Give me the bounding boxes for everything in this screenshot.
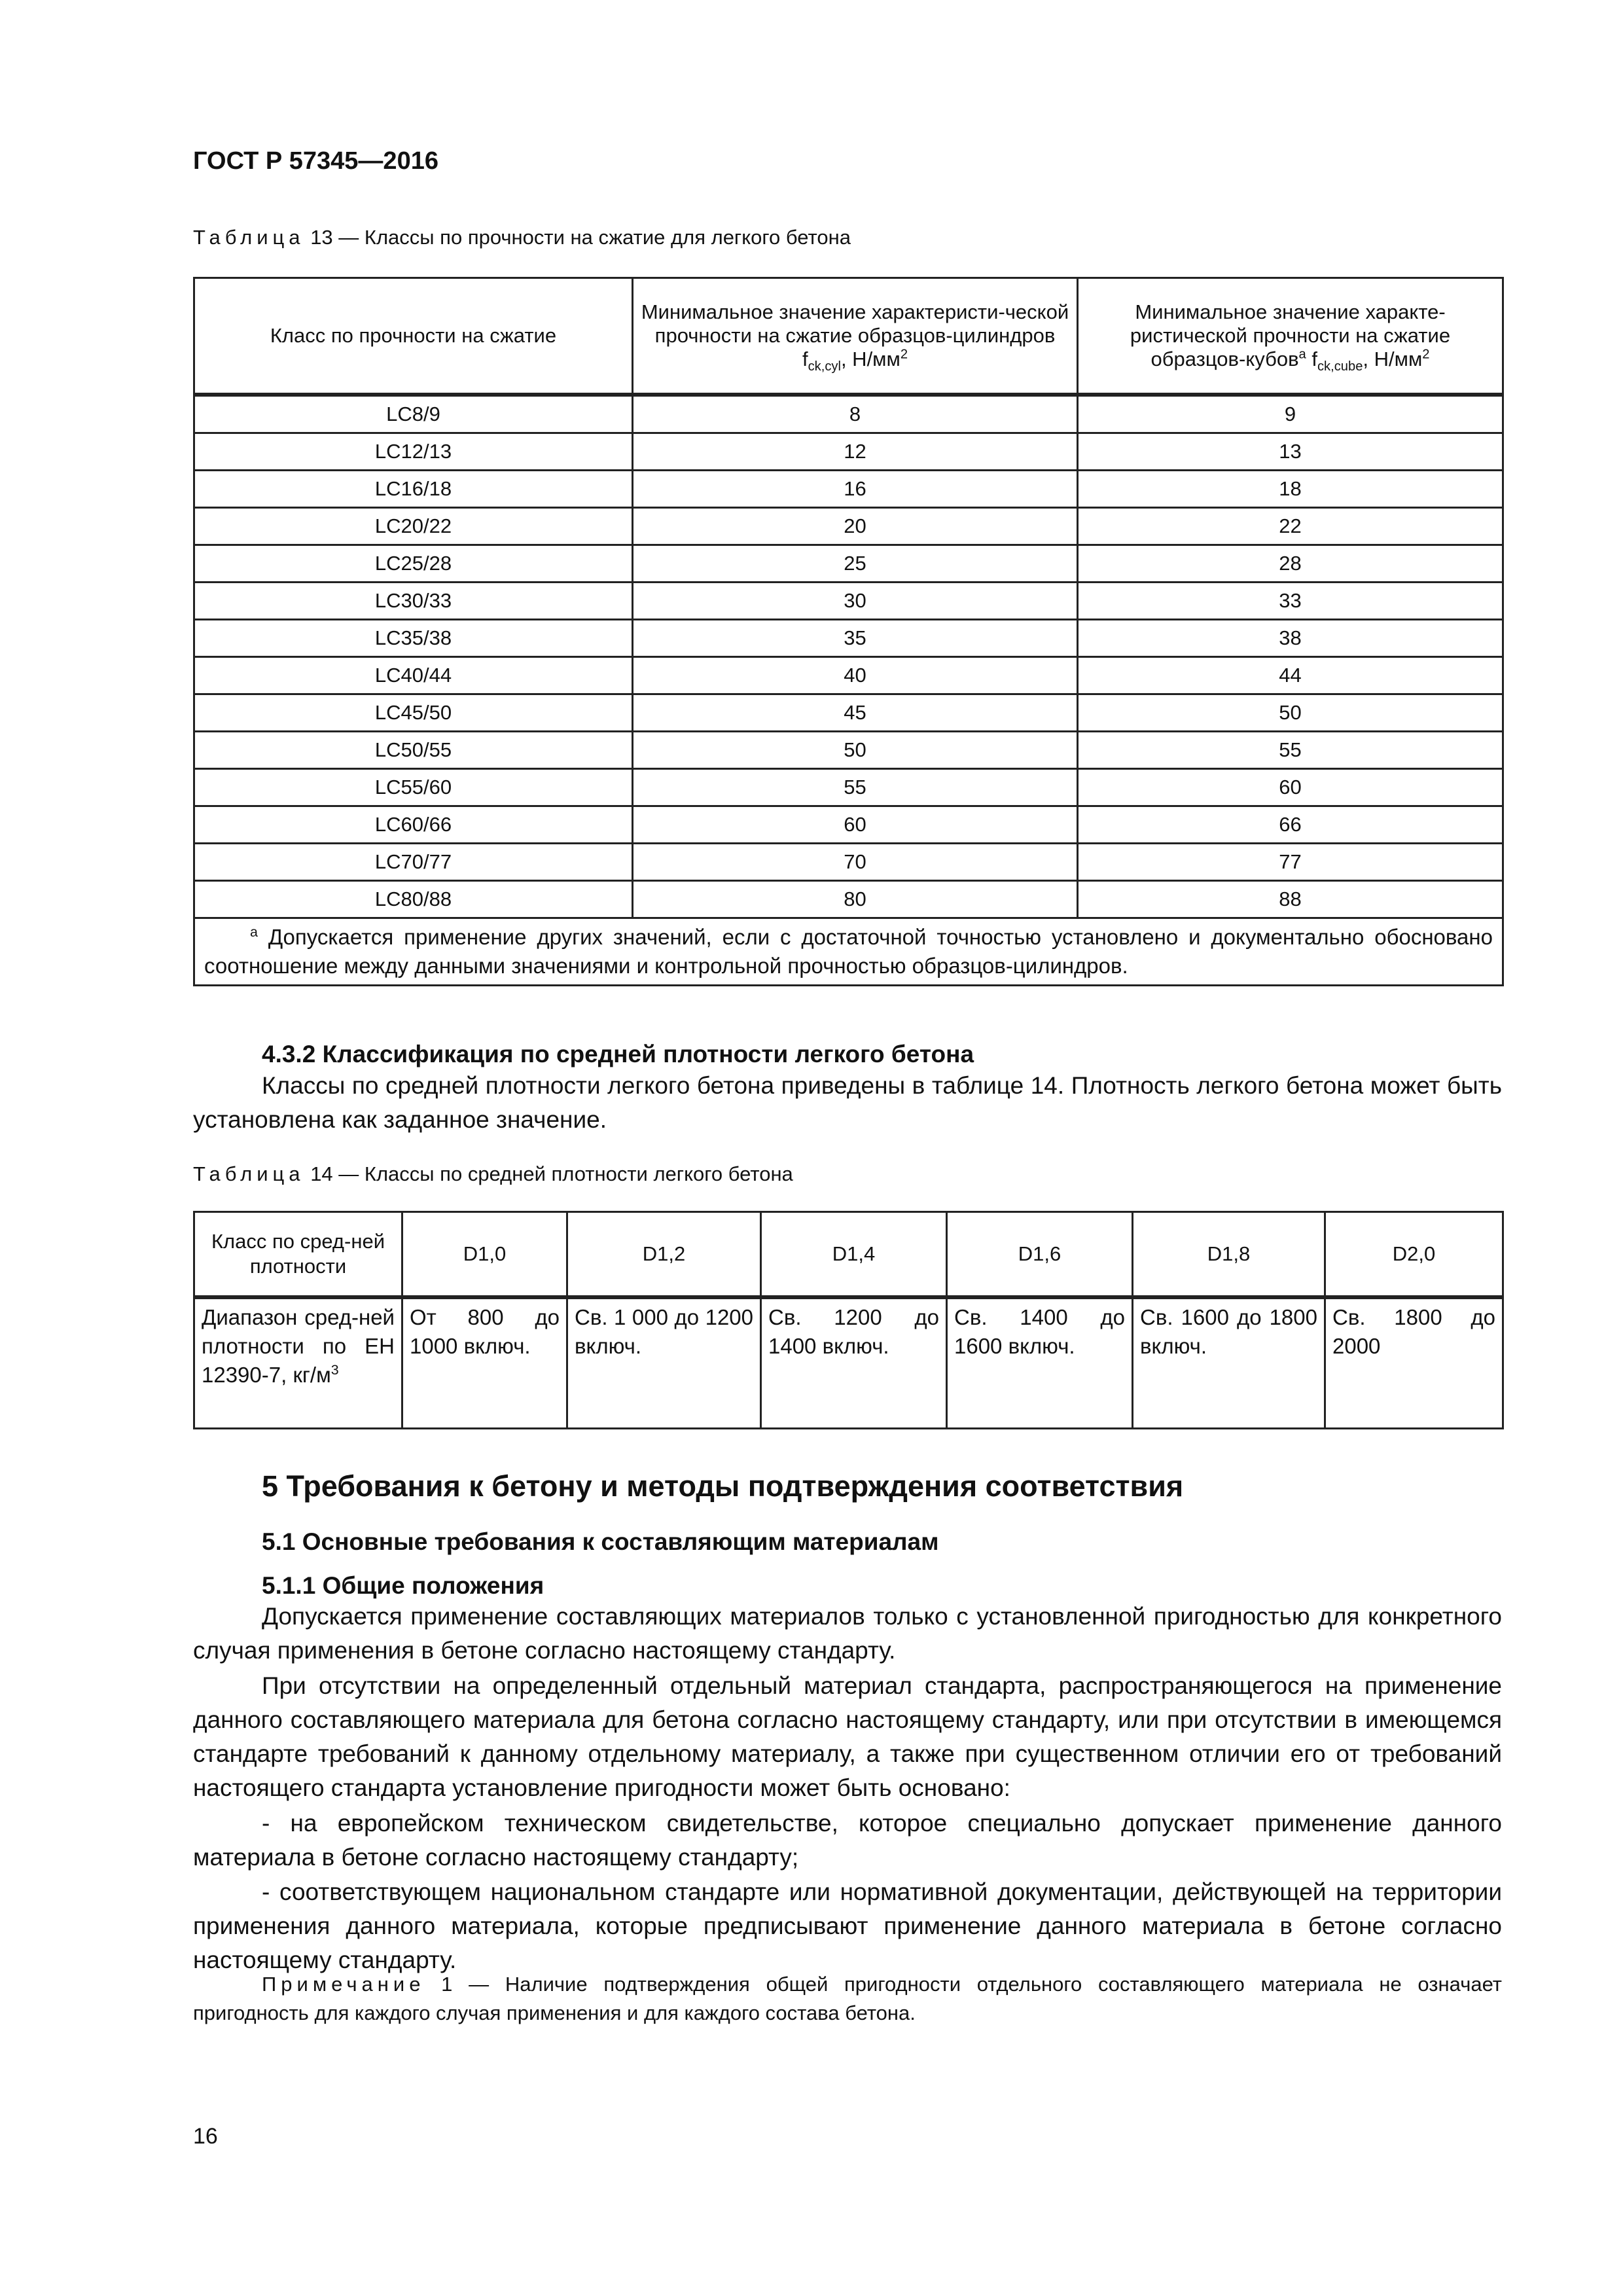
cube-value-cell: 22 (1078, 508, 1503, 545)
table-14-caption (193, 1162, 793, 1186)
class-cell: LC25/28 (194, 545, 633, 583)
table-row (194, 1297, 1503, 1429)
table-13 (193, 277, 1504, 986)
density-range-cell: От 800 до 1000 включ. (402, 1297, 567, 1429)
cylinder-value-cell: 16 (633, 471, 1078, 508)
section-heading-5: 5 Требования к бетону и методы подтверждения соответствия (262, 1469, 1184, 1503)
cube-value-cell: 38 (1078, 620, 1503, 657)
class-cell: LC60/66 (194, 806, 633, 844)
caption-label: Таблица (193, 1162, 305, 1185)
cylinder-value-cell: 55 (633, 769, 1078, 806)
class-cell: LC8/9 (194, 395, 633, 433)
caption-label: Таблица (193, 226, 305, 249)
table-14 (193, 1211, 1504, 1429)
cylinder-value-cell: 60 (633, 806, 1078, 844)
header-density-col: D1,6 (947, 1212, 1133, 1298)
class-cell: LC35/38 (194, 620, 633, 657)
header-density-col: D1,0 (402, 1212, 567, 1298)
table-row (194, 732, 1503, 769)
section-heading-5-1: 5.1 Основные требования к составляющим материалам (262, 1528, 939, 1555)
header-cylinder: Минимальное значение характеристи-ческой прочности на сжатие образцов-цилиндров $f_{ck,cyl}$, $Н/мм^2$ (633, 278, 1078, 395)
section-heading-4-3-2: 4.3.2 Классификация по средней плотности легкого бетона (262, 1041, 974, 1067)
class-cell: LC55/60 (194, 769, 633, 806)
cylinder-value-cell: 80 (633, 881, 1078, 918)
cube-value-cell: 88 (1078, 881, 1503, 918)
cube-value-cell: 13 (1078, 433, 1503, 471)
density-range-cell: Св. 1200 до 1400 включ. (761, 1297, 947, 1429)
cylinder-value-cell: 45 (633, 694, 1078, 732)
header-density-col: D2,0 (1325, 1212, 1503, 1298)
header-cube: Минимальное значение характе-ристической прочности на сжатие образцов-кубов$^a$ $f_{ck,cube}$, $Н/мм^2$ (1078, 278, 1503, 395)
table-13-caption (193, 226, 851, 249)
cylinder-value-cell: 40 (633, 657, 1078, 694)
table-row (194, 769, 1503, 806)
class-cell: LC30/33 (194, 583, 633, 620)
density-range-cell: Св. 1800 до 2000 (1325, 1297, 1503, 1429)
table-row (194, 583, 1503, 620)
class-cell: LC40/44 (194, 657, 633, 694)
class-cell: LC12/13 (194, 433, 633, 471)
cylinder-value-cell: 25 (633, 545, 1078, 583)
table-row (194, 844, 1503, 881)
paragraph: При отсутствии на определенный отдельный материал стандарта, распространяющегося на применение данного составляющего материала для бетона согласно настоящему стандарту, или при отсутствии в имеющемся стандарте требований к данному отдельному материалу, а также при существенном отличии его от требований настоящего стандарта установление пригодности может быть основано: (193, 1672, 1502, 1801)
class-cell: LC45/50 (194, 694, 633, 732)
table-row (194, 657, 1503, 694)
density-range-cell: Св. 1600 до 1800 включ. (1133, 1297, 1325, 1429)
density-range-cell: Св. 1 000 до 1200 включ. (567, 1297, 761, 1429)
cylinder-value-cell: 50 (633, 732, 1078, 769)
class-cell: LC70/77 (194, 844, 633, 881)
cylinder-value-cell: 8 (633, 395, 1078, 433)
table-footnote: $^a$ Допускается применение других значений, если с достаточной точностью установлено и документально обосновано соотношение между данными значениями и контрольной прочностью образцов-цилиндров. (194, 918, 1503, 986)
list-item: - на европейском техническом свидетельстве, которое специально допускает применение данного материала в бетоне согласно настоящему стандарту; (193, 1810, 1502, 1871)
cube-value-cell: 33 (1078, 583, 1503, 620)
row-label-density-range: Диапазон сред-ней плотности по ЕН 12390-7, $кг/м^3$ (194, 1297, 402, 1429)
table-row (194, 545, 1503, 583)
cube-value-cell: 9 (1078, 395, 1503, 433)
cube-value-cell: 44 (1078, 657, 1503, 694)
cube-value-cell: 77 (1078, 844, 1503, 881)
cube-value-cell: 50 (1078, 694, 1503, 732)
table-row (194, 620, 1503, 657)
table-row (194, 433, 1503, 471)
note-text: 1 — Наличие подтверждения общей пригодности отдельного составляющего материала не означает пригодность для каждого случая применения и для каждого состава бетона. (193, 1973, 1502, 2024)
header-density-col: D1,2 (567, 1212, 761, 1298)
header-class: Класс по прочности на сжатие (194, 278, 633, 395)
table-row (194, 471, 1503, 508)
cylinder-value-cell: 30 (633, 583, 1078, 620)
cube-value-cell: 28 (1078, 545, 1503, 583)
caption-text: 14 — Классы по средней плотности легкого бетона (310, 1162, 793, 1185)
cylinder-value-cell: 12 (633, 433, 1078, 471)
header-density-col: D1,4 (761, 1212, 947, 1298)
table-row (194, 806, 1503, 844)
caption-text: 13 — Классы по прочности на сжатие для легкого бетона (310, 226, 851, 249)
header-density-col: D1,8 (1133, 1212, 1325, 1298)
cylinder-value-cell: 70 (633, 844, 1078, 881)
class-cell: LC20/22 (194, 508, 633, 545)
cylinder-value-cell: 20 (633, 508, 1078, 545)
class-cell: LC80/88 (194, 881, 633, 918)
note (193, 1970, 1502, 2028)
cube-value-cell: 60 (1078, 769, 1503, 806)
class-cell: LC50/55 (194, 732, 633, 769)
document-header: ГОСТ Р 57345—2016 (193, 147, 438, 175)
cylinder-value-cell: 35 (633, 620, 1078, 657)
cube-value-cell: 55 (1078, 732, 1503, 769)
note-label: Примечание (262, 1973, 425, 1996)
table-row (194, 694, 1503, 732)
paragraph: Допускается применение составляющих материалов только с установленной пригодностью для конкретного случая применения в бетоне согласно настоящему стандарту. (193, 1603, 1502, 1664)
header-density-class: Класс по сред-ней плотности (194, 1212, 402, 1298)
list-item: - соответствующем национальном стандарте или нормативной документации, действующей на территории применения данного материала, которые предписывают применение данного материала в бетоне согласно настоящему стандарту. (193, 1878, 1502, 1973)
table-row (194, 881, 1503, 918)
table-footnote-row (194, 918, 1503, 986)
class-cell: LC16/18 (194, 471, 633, 508)
table-row (194, 508, 1503, 545)
table-header-row (194, 278, 1503, 395)
section-heading-5-1-1: 5.1.1 Общие положения (262, 1572, 544, 1599)
cube-value-cell: 66 (1078, 806, 1503, 844)
page-number: 16 (193, 2124, 218, 2149)
paragraph: Классы по средней плотности легкого бетона приведены в таблице 14. Плотность легкого бетона может быть установлена как заданное значение. (193, 1072, 1502, 1133)
table-header-row (194, 1212, 1503, 1298)
density-range-cell: Св. 1400 до 1600 включ. (947, 1297, 1133, 1429)
cube-value-cell: 18 (1078, 471, 1503, 508)
table-row (194, 395, 1503, 433)
